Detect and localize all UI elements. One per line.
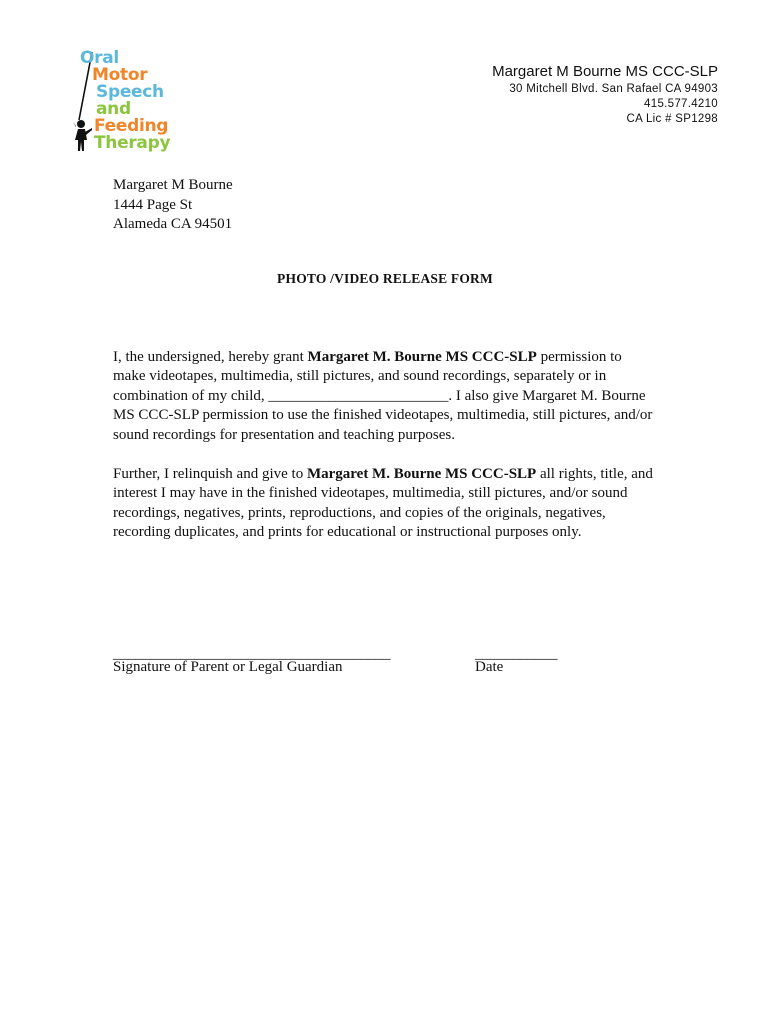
grant-grantee-name: Margaret M. Bourne MS CCC-SLP (307, 349, 537, 365)
grant-text-rest: permission to make videotapes, multimedia, still pictures, and sound recordings, separately or in combination of my child, ________________________. I also give Margaret M. Bourne MS CCC-SLP permission to use the finished videotapes, multimedia, still pictures, and/or sound recordings for presentation and teaching purposes. (113, 349, 653, 443)
logo-word-oral: Oral (80, 48, 119, 68)
relinquish-text-rest: all rights, title, and interest I may have in the finished videotapes, multimedia, still pictures, and/or sound recordings, negatives, prints, reproductions, and copies of the originals, negatives, recording duplicates, and prints for educational or instructional purposes only. (113, 466, 653, 541)
letterhead (492, 62, 718, 127)
logo (70, 48, 180, 158)
letterhead-name: Margaret M Bourne MS CCC-SLP (492, 63, 718, 80)
date-line[interactable]: ___________ (475, 646, 558, 662)
recipient-street: 1444 Page St (113, 196, 193, 213)
recipient-city: Alameda CA 94501 (113, 216, 233, 232)
recipient-name: Margaret M Bourne (113, 177, 233, 193)
form-title: PHOTO /VIDEO RELEASE FORM (277, 271, 493, 286)
logo-word-and: and (96, 99, 131, 119)
letterhead-license: CA Lic # SP1298 (626, 113, 718, 125)
logo-word-motor: Motor (92, 65, 148, 85)
logo-word-feeding: Feeding (94, 116, 169, 136)
logo-word-speech: Speech (96, 82, 164, 102)
signature-line[interactable]: _____________________________________ (113, 646, 391, 662)
letterhead-phone: 415.577.4210 (644, 98, 718, 110)
recipient-address (113, 176, 233, 235)
relinquish-grantee-name: Margaret M. Bourne MS CCC-SLP (306, 466, 537, 482)
grant-text-start: I, the undersigned, hereby grant (113, 349, 308, 365)
letterhead-address: 30 Mitchell Blvd. San Rafael CA 94903 (509, 83, 718, 95)
relinquish-paragraph (113, 465, 658, 543)
logo-word-therapy: Therapy (94, 133, 171, 153)
relinquish-text-start: Further, I relinquish and give to (113, 466, 307, 482)
grant-paragraph (113, 348, 658, 445)
signature-label: Signature of Parent or Legal Guardian (113, 659, 343, 675)
date-label: Date (475, 659, 504, 675)
